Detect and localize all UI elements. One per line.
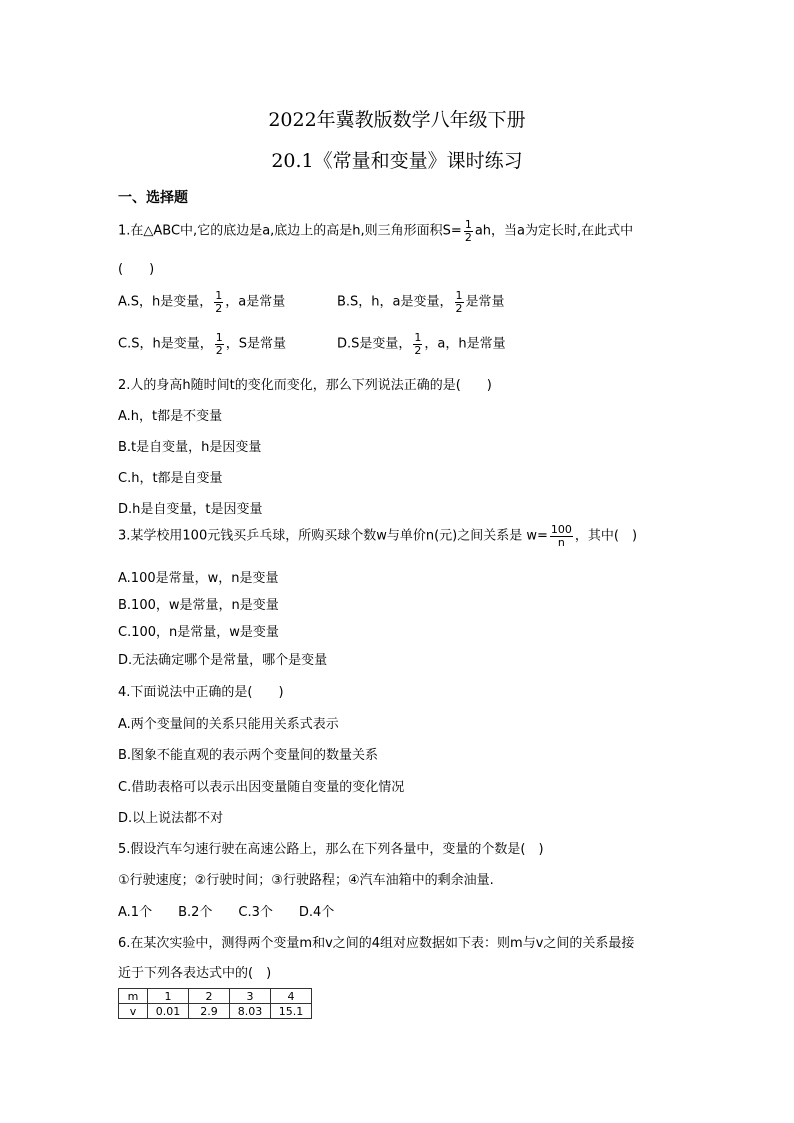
q2-stem: 2.人的身高h随时间t的变化而变化，那么下列说法正确的是( ) [118, 378, 492, 393]
table-cell: m [119, 989, 148, 1004]
q6-stem-line-2: 近于下列各表达式中的( ) [118, 966, 272, 981]
q1-option-a-text-end: ，a是常量 [225, 294, 286, 310]
table-cell: 15.1 [271, 1004, 312, 1019]
q4-option-d: D.以上说法都不对 [118, 811, 224, 826]
table-cell: 4 [271, 989, 312, 1004]
q5-stem: 5.假设汽车匀速行驶在高速公路上，那么在下列各量中，变量的个数是( ) [118, 842, 544, 857]
q1-fraction-denominator: 2 [464, 230, 472, 244]
q3-stem-part-b: ，其中( ) [574, 528, 638, 544]
q1-option-b-fraction [455, 290, 464, 314]
table-cell: 3 [230, 989, 271, 1004]
q1-option-b-text-end: 是常量 [465, 294, 505, 310]
q1-option-c-text-end: ，S是常量 [225, 336, 286, 352]
q2-option-a: A.h，t都是不变量 [118, 409, 223, 424]
table-cell: v [119, 1004, 148, 1019]
q6-data-table [118, 988, 312, 1019]
fraction-numerator: 1 [414, 331, 422, 344]
q3-fraction [550, 524, 573, 548]
q3-fraction-denominator: n [557, 535, 565, 549]
q1-option-c-text: C.S，h是变量， [118, 336, 213, 352]
q1-option-a-text: A.S，h是变量， [118, 294, 213, 310]
table-row [119, 989, 312, 1004]
q1-option-a [118, 290, 285, 314]
q1-stem [118, 219, 633, 243]
q1-stem-part-b: ah，当a为定长时,在此式中 [474, 223, 634, 239]
q1-option-c [118, 332, 286, 356]
section-heading: 一、选择题 [118, 190, 188, 206]
fraction-denominator: 2 [215, 343, 223, 357]
table-cell: 8.03 [230, 1004, 271, 1019]
q1-answer-paren: ( ) [118, 262, 155, 277]
q3-fraction-numerator: 100 [550, 523, 572, 536]
fraction-denominator: 2 [414, 343, 422, 357]
q2-option-b: B.t是自变量，h是因变量 [118, 440, 262, 455]
table-cell: 0.01 [148, 1004, 189, 1019]
fraction-denominator: 2 [215, 301, 223, 315]
q1-option-b-text: B.S，h，a是变量， [337, 294, 453, 310]
q6-stem-line-1: 6.在某次实验中，测得两个变量m和v之间的4组对应数据如下表：则m与v之间的关系最接 [118, 936, 635, 951]
q3-option-b: B.100，w是常量，n是变量 [118, 598, 279, 613]
q1-fraction-numerator: 1 [464, 218, 472, 231]
q3-option-c: C.100，n是常量，w是变量 [118, 625, 279, 640]
q1-stem-part-a: 1.在△ABC中,它的底边是a,底边上的高是h,则三角形面积S= [118, 223, 462, 239]
q3-stem [118, 524, 637, 548]
table-row [119, 1004, 312, 1019]
q4-stem: 4.下面说法中正确的是( ) [118, 685, 284, 700]
q3-stem-part-a: 3.某学校用100元钱买乒乓球，所购买球个数w与单价n(元)之间关系是 w= [118, 528, 548, 544]
q4-option-a: A.两个变量间的关系只能用关系式表示 [118, 717, 339, 732]
q1-option-d-text: D.S是变量， [337, 336, 412, 352]
table-cell: 1 [148, 989, 189, 1004]
q1-option-d-fraction [413, 332, 422, 356]
fraction-numerator: 1 [455, 289, 463, 302]
fraction-numerator: 1 [215, 331, 223, 344]
q3-option-d: D.无法确定哪个是常量，哪个是变量 [118, 653, 328, 668]
table-cell: 2.9 [189, 1004, 230, 1019]
q1-option-b [337, 290, 505, 314]
q2-option-d: D.h是自变量，t是因变量 [118, 502, 263, 517]
q4-option-c: C.借助表格可以表示出因变量随自变量的变化情况 [118, 780, 405, 795]
fraction-denominator: 2 [455, 301, 463, 315]
q1-option-a-fraction [214, 290, 223, 314]
q5-items: ①行驶速度；②行驶时间；③行驶路程；④汽车油箱中的剩余油量. [118, 873, 494, 888]
q1-option-d-text-end: ，a，h是常量 [424, 336, 506, 352]
q3-option-a: A.100是常量，w，n是变量 [118, 571, 279, 586]
q5-options: A.1个 B.2个 C.3个 D.4个 [118, 905, 335, 920]
q2-option-c: C.h，t都是自变量 [118, 471, 223, 486]
q4-option-b: B.图象不能直观的表示两个变量间的数量关系 [118, 748, 379, 763]
fraction-numerator: 1 [215, 289, 223, 302]
table-cell: 2 [189, 989, 230, 1004]
q1-option-c-fraction [215, 332, 224, 356]
document-title: 2022年冀教版数学八年级下册 [268, 109, 526, 131]
q1-option-d [337, 332, 506, 356]
document-subtitle: 20.1《常量和变量》课时练习 [271, 150, 523, 172]
q1-fraction [464, 219, 473, 243]
